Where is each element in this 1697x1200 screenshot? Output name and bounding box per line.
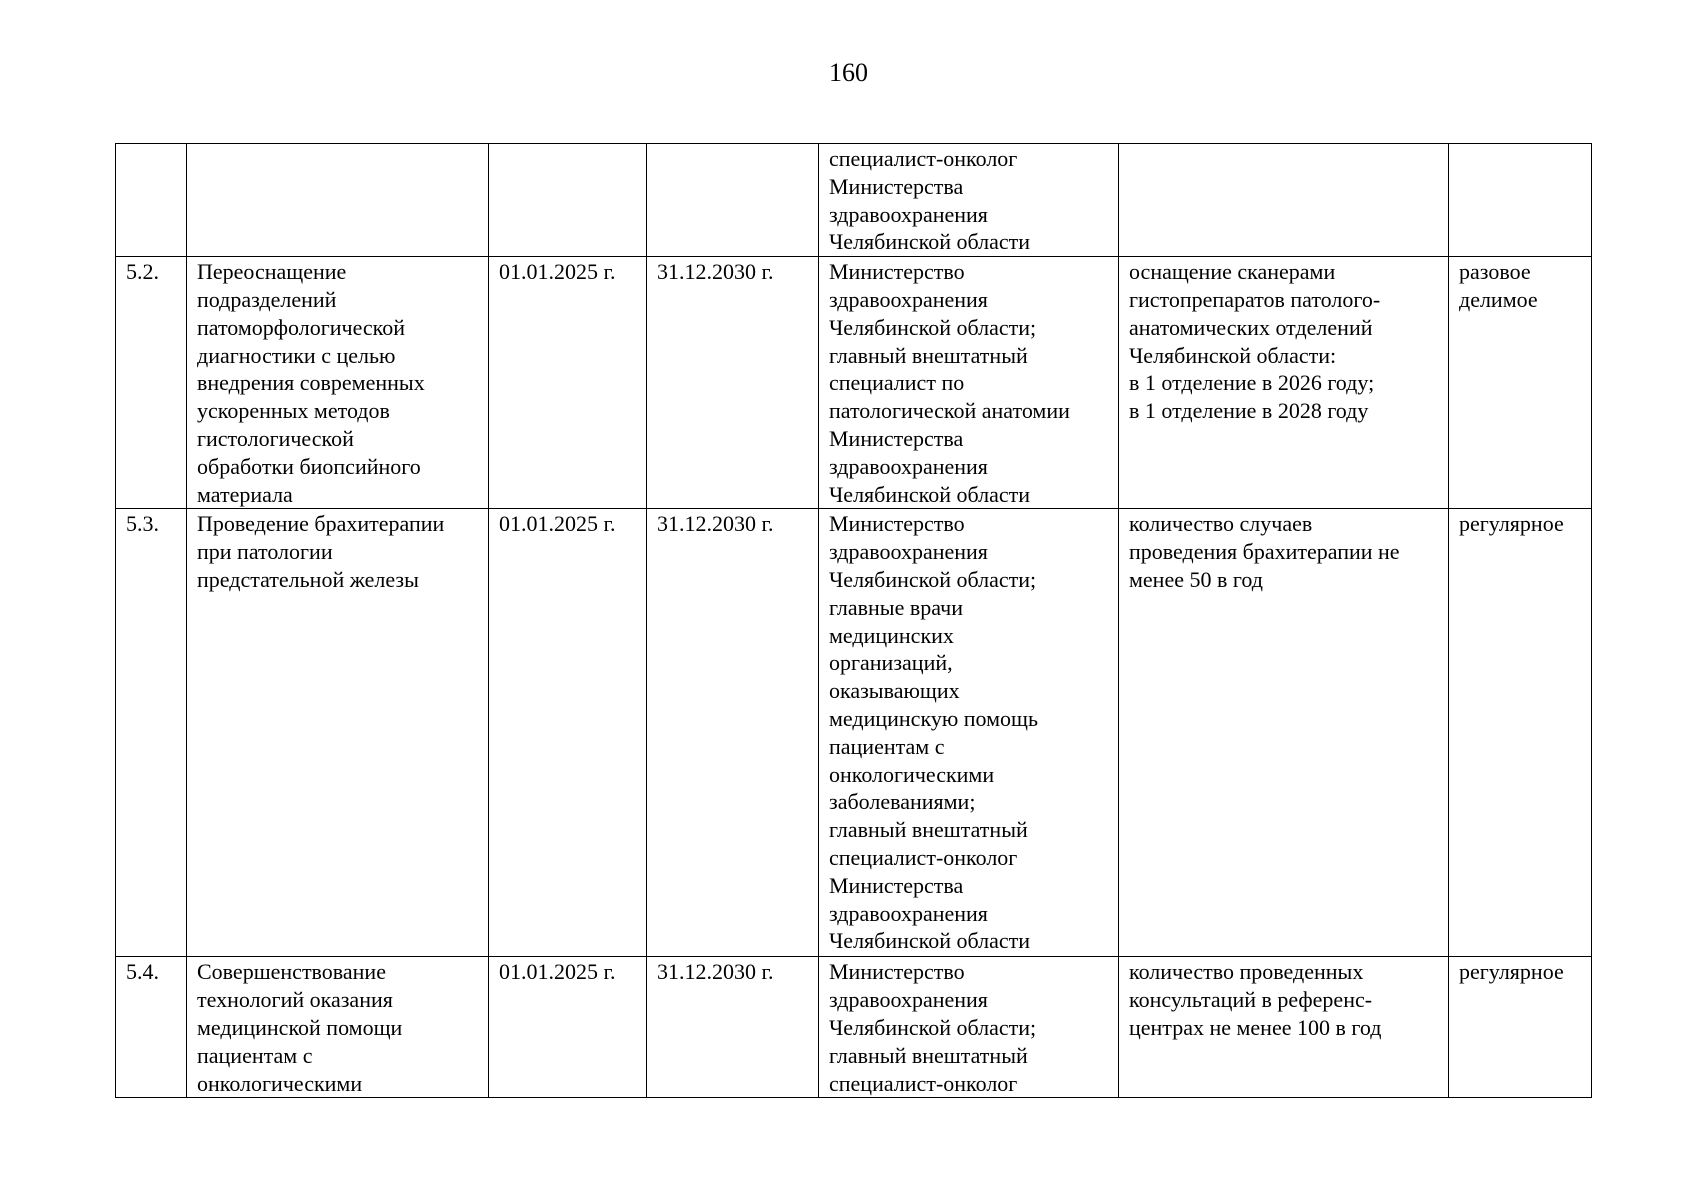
item-number: 5.3. [116, 509, 187, 957]
start-date: 01.01.2025 г. [489, 509, 647, 957]
item-number [116, 144, 187, 257]
expected-result: оснащение сканерами гистопрепаратов патолого- анатомических отделений Челябинской области: в 1 отделение в 2026 году; в 1 отделение в 2028 году [1119, 257, 1449, 509]
end-date: 31.12.2030 г. [647, 257, 819, 509]
item-number: 5.2. [116, 257, 187, 509]
measure-name: Совершенствование технологий оказания медицинской помощи пациентам с онкологическими [187, 957, 489, 1098]
start-date: 01.01.2025 г. [489, 257, 647, 509]
responsible: специалист-онколог Министерства здравоохранения Челябинской области [819, 144, 1119, 257]
measure-type [1449, 144, 1592, 257]
start-date: 01.01.2025 г. [489, 957, 647, 1098]
measure-name: Проведение брахитерапии при патологии предстательной железы [187, 509, 489, 957]
measure-name: Переоснащение подразделений патоморфологической диагностики с целью внедрения современных ускоренных методов гистологической обработки биопсийного материала [187, 257, 489, 509]
table-row [116, 509, 1592, 957]
responsible: Министерство здравоохранения Челябинской области; главный внештатный специалист по патологической анатомии Министерства здравоохранения Челябинской области [819, 257, 1119, 509]
measure-name [187, 144, 489, 257]
table-row [116, 257, 1592, 509]
table-row [116, 144, 1592, 257]
end-date: 31.12.2030 г. [647, 509, 819, 957]
measure-type: разовое делимое [1449, 257, 1592, 509]
start-date [489, 144, 647, 257]
end-date: 31.12.2030 г. [647, 957, 819, 1098]
measure-type: регулярное [1449, 957, 1592, 1098]
responsible: Министерство здравоохранения Челябинской области; главный внештатный специалист-онколог [819, 957, 1119, 1098]
expected-result: количество случаев проведения брахитерапии не менее 50 в год [1119, 509, 1449, 957]
measures-table [115, 143, 1592, 1098]
responsible: Министерство здравоохранения Челябинской области; главные врачи медицинских организаций, оказывающих медицинскую помощь пациентам с онкологическими заболеваниями; главный внештатный специалист-онколог Министерства здравоохранения Челябинской области [819, 509, 1119, 957]
page-number: 160 [829, 58, 868, 87]
expected-result [1119, 144, 1449, 257]
measure-type: регулярное [1449, 509, 1592, 957]
table-row [116, 957, 1592, 1098]
item-number: 5.4. [116, 957, 187, 1098]
expected-result: количество проведенных консультаций в референс- центрах не менее 100 в год [1119, 957, 1449, 1098]
end-date [647, 144, 819, 257]
